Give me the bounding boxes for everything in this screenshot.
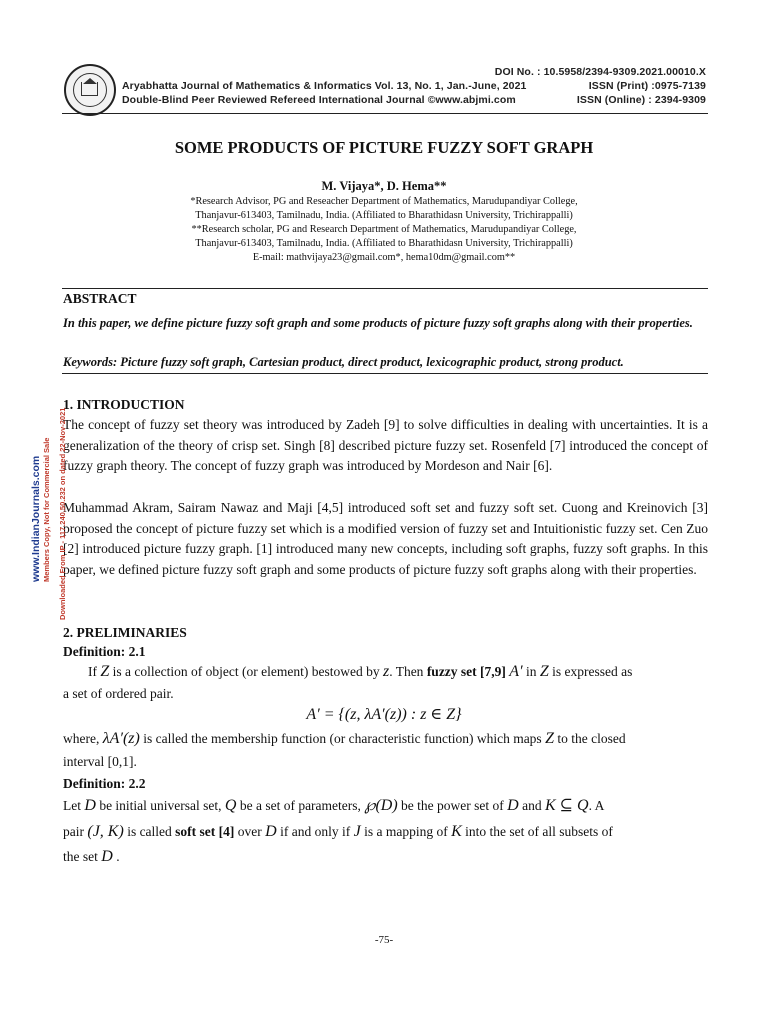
affiliation-line: Thanjavur-613403, Tamilnadu, India. (Affiliated to Bharathidasn University, Trichirappalli) (195, 238, 573, 249)
abstract-bottom-rule (62, 373, 708, 374)
watermark-site: www.IndianJournals.com (30, 455, 42, 582)
journal-name: Aryabhatta Journal of Mathematics & Informatics Vol. 13, No. 1, Jan.-June, 2021 (122, 80, 527, 92)
issn-print: ISSN (Print) :0975-7139 (588, 80, 706, 92)
prelim-heading: 2. PRELIMINARIES (63, 625, 187, 640)
abstract-heading: ABSTRACT (63, 291, 137, 306)
def2-line2: pair (J, K) is called soft set [4] over D if and only if J is a mapping of K into the set of all subsets of (63, 823, 613, 840)
affiliation-line: **Research scholar, PG and Research Department of Mathematics, Marudupandiyar College, (191, 224, 577, 235)
email-line: E-mail: mathvijaya23@gmail.com*, hema10dm@gmail.com** (252, 252, 516, 263)
intro-paragraph-2: Muhammad Akram, Sairam Nawaz and Maji [4,5] introduced soft set and fuzzy soft set. Cuong and Kreinovich [3] proposed the concept of picture fuzzy set which is a modified version of fuzzy set and Intuitionistic fuzzy set. Cen Zuo [2] introduced picture fuzzy graph. [1] introduced many new concepts, including soft graphs, fuzzy soft graphs. In this paper, we defined picture fuzzy soft graph and some products of picture fuzzy soft graphs along with their properties. (63, 500, 708, 577)
watermark-note: Members Copy, Not for Commercial Sale (42, 437, 51, 582)
page-number: -75- (374, 934, 394, 946)
abstract-top-rule (62, 288, 708, 289)
doi: DOI No. : 10.5958/2394-9309.2021.00010.X (494, 66, 706, 78)
authors: M. Vijaya*, D. Hema** (321, 179, 447, 193)
affiliation-line: Thanjavur-613403, Tamilnadu, India. (Affiliated to Bharathidasn University, Trichirappalli) (195, 210, 573, 221)
journal-subtitle: Double-Blind Peer Reviewed Refereed International Journal ©www.abjmi.com (122, 94, 516, 106)
keywords: Keywords: Picture fuzzy soft graph, Cartesian product, direct product, lexicographic product, strong product. (63, 355, 624, 369)
def2-line3: the set D . (63, 848, 120, 865)
definition-2-1-label: Definition: 2.1 (63, 644, 146, 659)
def2-line1: Let D be initial universal set, Q be a set of parameters, ℘(D) be the power set of D and K ⊆ Q. A (63, 797, 605, 814)
intro-paragraph-1: The concept of fuzzy set theory was introduced by Zadeh [9] to solve difficulties in dealing with uncertainties. It is a generalization of the theory of crisp set. Singh [8] described picture fuzzy set. Rosenfeld [7] introduced the concept of fuzzy graph theory. The concept of fuzzy graph was introduced by Mordeson and Nair [6]. (63, 417, 708, 473)
def1-line4: interval [0,1]. (63, 754, 137, 769)
definition-2-2-label: Definition: 2.2 (63, 776, 146, 791)
paper-title: SOME PRODUCTS OF PICTURE FUZZY SOFT GRAPH (174, 138, 594, 157)
issn-online: ISSN (Online) : 2394-9309 (576, 94, 706, 106)
fuzzy-set-formula: A′ = {(z, λA′(z)) : z ∈ Z} (306, 706, 462, 723)
def1-line2: a set of ordered pair. (63, 686, 174, 701)
abstract-text: In this paper, we define picture fuzzy soft graph and some products of picture fuzzy soft graphs along with their properties. (63, 316, 693, 330)
journal-logo (64, 64, 116, 116)
affiliation-line: *Research Advisor, PG and Reseacher Department of Mathematics, Marudupandiyar College, (190, 196, 578, 207)
def1-line1: If Z is a collection of object (or element) bestowed by z. Then fuzzy set [7,9] A′ in Z is expressed as (88, 663, 633, 680)
intro-heading: 1. INTRODUCTION (63, 397, 185, 412)
header-rule (62, 113, 708, 114)
def1-line3: where, λA′(z) is called the membership function (or characteristic function) which maps Z to the closed (63, 730, 626, 747)
watermark-download: Downloaded From IP - 117.240.50.232 on dated 22-Nov-2021 (58, 407, 67, 620)
